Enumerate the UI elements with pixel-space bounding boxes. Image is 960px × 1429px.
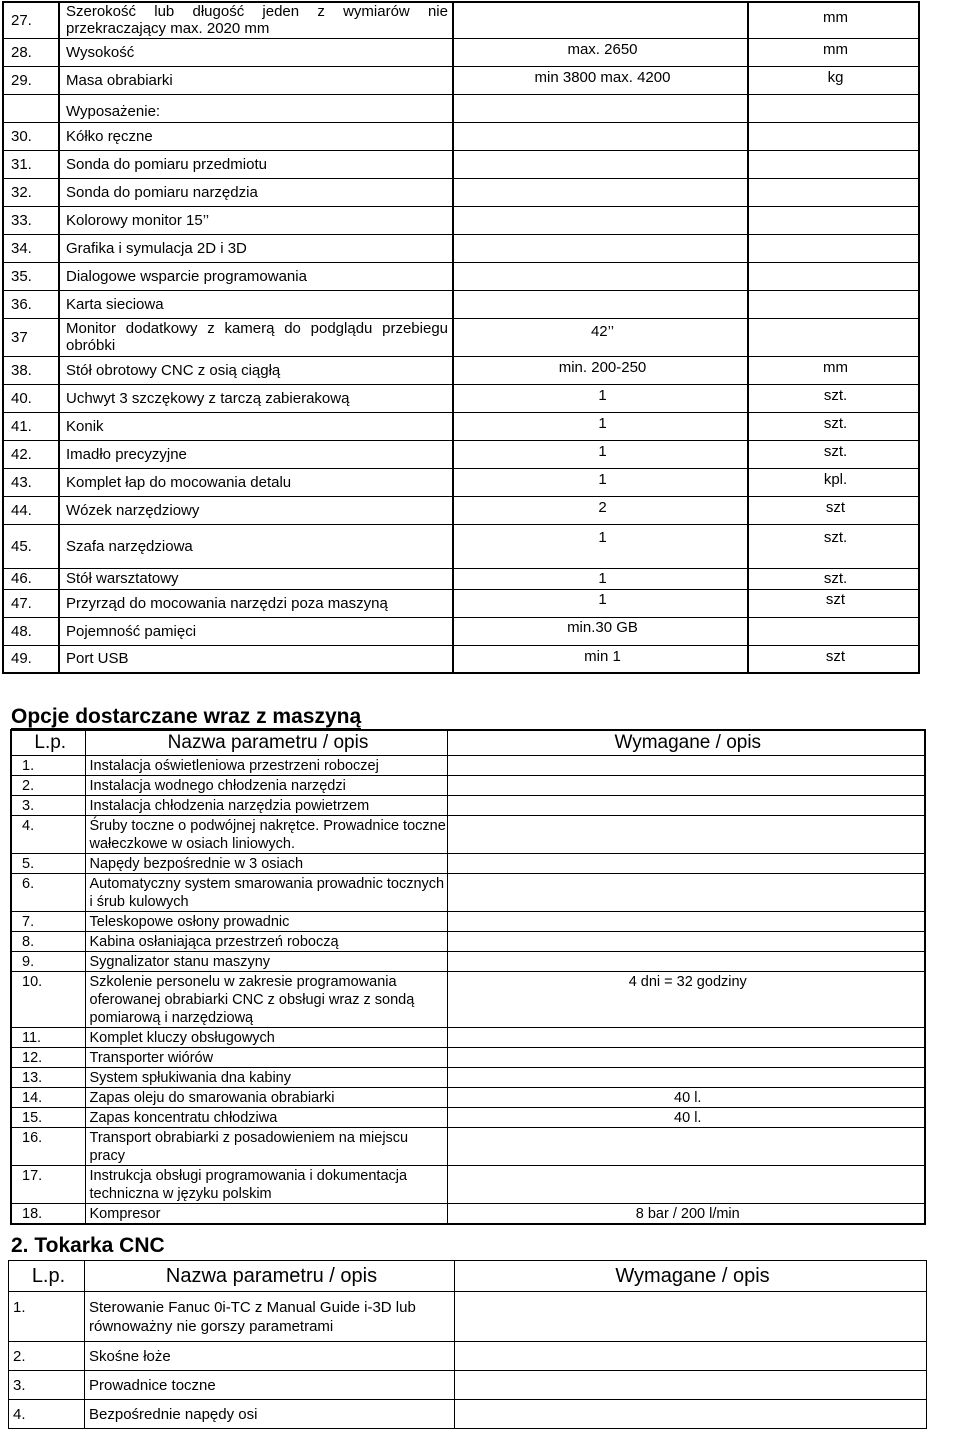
row-value: 40 l. xyxy=(447,1088,925,1108)
table-row xyxy=(3,318,919,356)
table-row xyxy=(3,234,919,262)
row-value: 1 xyxy=(453,524,748,568)
row-name: Masa obrabiarki xyxy=(59,66,453,94)
table-row xyxy=(3,617,919,645)
row-value xyxy=(447,854,925,874)
row-value xyxy=(447,874,925,912)
row-value: min 1 xyxy=(453,645,748,673)
header-lp: L.p. xyxy=(9,1261,85,1292)
row-number: 49. xyxy=(3,645,59,673)
row-number: 42. xyxy=(3,440,59,468)
row-value: 1 xyxy=(453,468,748,496)
table-row xyxy=(3,568,919,589)
row-number: 48. xyxy=(3,617,59,645)
row-name: Instalacja oświetleniowa przestrzeni roboczej xyxy=(85,756,447,776)
row-unit xyxy=(748,290,919,318)
lathe-table-header xyxy=(9,1261,927,1292)
table-row xyxy=(11,874,925,912)
row-number: 44. xyxy=(3,496,59,524)
row-name: Komplet łap do mocowania detalu xyxy=(59,468,453,496)
row-value xyxy=(447,1028,925,1048)
row-number: 30. xyxy=(3,122,59,150)
row-number: 3. xyxy=(9,1371,85,1400)
row-unit: mm xyxy=(748,356,919,384)
lathe-table-body xyxy=(9,1292,927,1429)
row-number: 13. xyxy=(11,1068,85,1088)
row-name: System spłukiwania dna kabiny xyxy=(85,1068,447,1088)
row-name: Monitor dodatkowy z kamerą do podglądu przebiegu obróbki xyxy=(59,318,453,356)
row-number: 36. xyxy=(3,290,59,318)
section-label: Wyposażenie: xyxy=(59,94,453,122)
row-value xyxy=(453,234,748,262)
row-name: Szerokość lub długość jeden z wymiarów nie przekraczający max. 2020 mm xyxy=(59,2,453,38)
row-name: Stół warsztatowy xyxy=(59,568,453,589)
table-row xyxy=(3,122,919,150)
row-unit: szt xyxy=(748,589,919,617)
table-row xyxy=(11,1088,925,1108)
row-value: min. 200-250 xyxy=(453,356,748,384)
table-row xyxy=(11,1068,925,1088)
row-unit: szt. xyxy=(748,440,919,468)
row-name: Szafa narzędziowa xyxy=(59,524,453,568)
row-name: Skośne łoże xyxy=(85,1342,455,1371)
row-number: 37 xyxy=(3,318,59,356)
row-name: Komplet kluczy obsługowych xyxy=(85,1028,447,1048)
table-row xyxy=(11,1166,925,1204)
row-name: Sterowanie Fanuc 0i-TC z Manual Guide i-3D lub równoważny nie gorszy parametrami xyxy=(85,1292,455,1342)
table-row xyxy=(3,496,919,524)
table-row xyxy=(11,952,925,972)
row-unit: szt. xyxy=(748,524,919,568)
row-value xyxy=(453,178,748,206)
table-row xyxy=(3,384,919,412)
row-value: 42’’ xyxy=(453,318,748,356)
table-row xyxy=(11,1128,925,1166)
row-name: Teleskopowe osłony prowadnic xyxy=(85,912,447,932)
row-number: 9. xyxy=(11,952,85,972)
row-number: 16. xyxy=(11,1128,85,1166)
row-number: 1. xyxy=(9,1292,85,1342)
row-name: Szkolenie personelu w zakresie programowania oferowanej obrabiarki CNC z obsługi wraz z sondą pomiarową i narzędziową xyxy=(85,972,447,1028)
row-name: Automatyczny system smarowania prowadnic tocznych i śrub kulowych xyxy=(85,874,447,912)
row-value xyxy=(447,756,925,776)
row-name: Zapas oleju do smarowania obrabiarki xyxy=(85,1088,447,1108)
row-name: Kółko ręczne xyxy=(59,122,453,150)
row-value: 2 xyxy=(453,496,748,524)
table-row xyxy=(3,94,919,122)
row-number: 40. xyxy=(3,384,59,412)
row-value: 4 dni = 32 godziny xyxy=(447,972,925,1028)
row-value: max. 2650 xyxy=(453,38,748,66)
table-row xyxy=(9,1400,927,1429)
row-value xyxy=(447,816,925,854)
header-name: Nazwa parametru / opis xyxy=(85,1261,455,1292)
row-number: 17. xyxy=(11,1166,85,1204)
row-value xyxy=(453,2,748,38)
row-unit xyxy=(748,318,919,356)
table-row xyxy=(3,440,919,468)
row-unit: mm xyxy=(748,2,919,38)
table-row xyxy=(9,1371,927,1400)
row-number: 2. xyxy=(11,776,85,796)
table-row xyxy=(3,66,919,94)
row-value xyxy=(453,94,748,122)
row-number xyxy=(3,94,59,122)
row-name: Śruby toczne o podwójnej nakrętce. Prowadnice toczne wałeczkowe w osiach liniowych. xyxy=(85,816,447,854)
row-value: 1 xyxy=(453,568,748,589)
row-number: 33. xyxy=(3,206,59,234)
table-row xyxy=(3,38,919,66)
row-number: 35. xyxy=(3,262,59,290)
row-unit: szt. xyxy=(748,384,919,412)
row-value: 1 xyxy=(453,589,748,617)
row-name: Wózek narzędziowy xyxy=(59,496,453,524)
row-number: 12. xyxy=(11,1048,85,1068)
row-number: 5. xyxy=(11,854,85,874)
table-row xyxy=(11,1048,925,1068)
row-name: Transport obrabiarki z posadowieniem na miejscu pracy xyxy=(85,1128,447,1166)
row-name: Instrukcja obsługi programowania i dokumentacja techniczna w języku polskim xyxy=(85,1166,447,1204)
table-row xyxy=(9,1292,927,1342)
row-name: Kabina osłaniająca przestrzeń roboczą xyxy=(85,932,447,952)
row-number: 41. xyxy=(3,412,59,440)
table-row xyxy=(3,356,919,384)
row-unit xyxy=(748,150,919,178)
header-name: Nazwa parametru / opis xyxy=(85,730,447,756)
row-value xyxy=(453,206,748,234)
row-name: Prowadnice toczne xyxy=(85,1371,455,1400)
row-unit xyxy=(748,94,919,122)
row-number: 28. xyxy=(3,38,59,66)
row-value: min 3800 max. 4200 xyxy=(453,66,748,94)
table-row xyxy=(3,290,919,318)
row-name: Pojemność pamięci xyxy=(59,617,453,645)
row-value xyxy=(455,1292,927,1342)
row-number: 34. xyxy=(3,234,59,262)
header-requirement: Wymagane / opis xyxy=(455,1261,927,1292)
table-row xyxy=(11,796,925,816)
row-number: 11. xyxy=(11,1028,85,1048)
row-number: 6. xyxy=(11,874,85,912)
table-row xyxy=(11,1204,925,1225)
spec-table-body xyxy=(3,2,919,673)
options-table xyxy=(10,729,926,1225)
table-row xyxy=(11,854,925,874)
row-number: 7. xyxy=(11,912,85,932)
row-number: 8. xyxy=(11,932,85,952)
table-row xyxy=(3,262,919,290)
row-name: Sonda do pomiaru narzędzia xyxy=(59,178,453,206)
row-value: min.30 GB xyxy=(453,617,748,645)
row-value: 1 xyxy=(453,412,748,440)
row-unit: szt. xyxy=(748,568,919,589)
row-value xyxy=(455,1342,927,1371)
row-name: Instalacja chłodzenia narzędzia powietrzem xyxy=(85,796,447,816)
row-name: Karta sieciowa xyxy=(59,290,453,318)
lathe-table xyxy=(8,1260,927,1429)
row-unit xyxy=(748,206,919,234)
row-unit xyxy=(748,178,919,206)
row-name: Napędy bezpośrednie w 3 osiach xyxy=(85,854,447,874)
row-value xyxy=(447,932,925,952)
row-number: 27. xyxy=(3,2,59,38)
row-name: Bezpośrednie napędy osi xyxy=(85,1400,455,1429)
row-value xyxy=(453,122,748,150)
row-name: Stół obrotowy CNC z osią ciągłą xyxy=(59,356,453,384)
row-value xyxy=(453,290,748,318)
lathe-heading: 2. Tokarka CNC xyxy=(11,1234,165,1257)
header-row xyxy=(11,730,925,756)
row-number: 15. xyxy=(11,1108,85,1128)
table-row xyxy=(11,1108,925,1128)
table-row xyxy=(3,589,919,617)
header-requirement: Wymagane / opis xyxy=(447,730,925,756)
row-value xyxy=(447,796,925,816)
row-unit: szt xyxy=(748,645,919,673)
row-name: Transporter wiórów xyxy=(85,1048,447,1068)
row-value xyxy=(447,912,925,932)
row-value xyxy=(447,952,925,972)
row-number: 18. xyxy=(11,1204,85,1225)
row-name: Uchwyt 3 szczękowy z tarczą zabierakową xyxy=(59,384,453,412)
row-value xyxy=(447,1128,925,1166)
row-value xyxy=(447,1048,925,1068)
header-row xyxy=(9,1261,927,1292)
row-number: 45. xyxy=(3,524,59,568)
options-table-body xyxy=(11,756,925,1225)
table-row xyxy=(3,645,919,673)
row-number: 14. xyxy=(11,1088,85,1108)
options-heading: Opcje dostarczane wraz z maszyną xyxy=(11,705,362,728)
row-name: Kompresor xyxy=(85,1204,447,1225)
row-unit: kg xyxy=(748,66,919,94)
row-name: Sonda do pomiaru przedmiotu xyxy=(59,150,453,178)
row-number: 29. xyxy=(3,66,59,94)
row-number: 1. xyxy=(11,756,85,776)
table-row xyxy=(11,756,925,776)
row-name: Wysokość xyxy=(59,38,453,66)
row-number: 46. xyxy=(3,568,59,589)
table-row xyxy=(3,468,919,496)
table-row xyxy=(11,1028,925,1048)
row-value: 40 l. xyxy=(447,1108,925,1128)
row-value xyxy=(453,150,748,178)
row-value xyxy=(447,1166,925,1204)
row-number: 3. xyxy=(11,796,85,816)
row-name: Kolorowy monitor 15’’ xyxy=(59,206,453,234)
row-unit: szt. xyxy=(748,412,919,440)
row-unit xyxy=(748,234,919,262)
row-value xyxy=(455,1371,927,1400)
row-unit: kpl. xyxy=(748,468,919,496)
row-unit xyxy=(748,617,919,645)
row-number: 32. xyxy=(3,178,59,206)
row-number: 38. xyxy=(3,356,59,384)
row-name: Zapas koncentratu chłodziwa xyxy=(85,1108,447,1128)
table-row xyxy=(3,524,919,568)
row-name: Przyrząd do mocowania narzędzi poza maszyną xyxy=(59,589,453,617)
row-value xyxy=(447,776,925,796)
spec-table xyxy=(2,1,920,674)
row-value xyxy=(453,262,748,290)
row-number: 47. xyxy=(3,589,59,617)
row-number: 31. xyxy=(3,150,59,178)
table-row xyxy=(3,150,919,178)
table-row xyxy=(3,2,919,38)
table-row xyxy=(11,776,925,796)
row-name: Sygnalizator stanu maszyny xyxy=(85,952,447,972)
row-unit: mm xyxy=(748,38,919,66)
row-number: 4. xyxy=(11,816,85,854)
row-name: Imadło precyzyjne xyxy=(59,440,453,468)
row-name: Port USB xyxy=(59,645,453,673)
row-number: 10. xyxy=(11,972,85,1028)
row-unit xyxy=(748,122,919,150)
row-name: Dialogowe wsparcie programowania xyxy=(59,262,453,290)
table-row xyxy=(3,412,919,440)
table-row xyxy=(3,178,919,206)
row-value: 1 xyxy=(453,384,748,412)
row-unit xyxy=(748,262,919,290)
row-value: 8 bar / 200 l/min xyxy=(447,1204,925,1225)
row-value xyxy=(447,1068,925,1088)
options-table-header xyxy=(11,730,925,756)
row-value: 1 xyxy=(453,440,748,468)
row-name: Instalacja wodnego chłodzenia narzędzi xyxy=(85,776,447,796)
table-row xyxy=(3,206,919,234)
row-unit: szt xyxy=(748,496,919,524)
table-row xyxy=(11,912,925,932)
table-row xyxy=(11,972,925,1028)
row-number: 4. xyxy=(9,1400,85,1429)
row-number: 43. xyxy=(3,468,59,496)
table-row xyxy=(9,1342,927,1371)
table-row xyxy=(11,816,925,854)
table-row xyxy=(11,932,925,952)
row-number: 2. xyxy=(9,1342,85,1371)
row-name: Grafika i symulacja 2D i 3D xyxy=(59,234,453,262)
row-name: Konik xyxy=(59,412,453,440)
row-value xyxy=(455,1400,927,1429)
header-lp: L.p. xyxy=(11,730,85,756)
